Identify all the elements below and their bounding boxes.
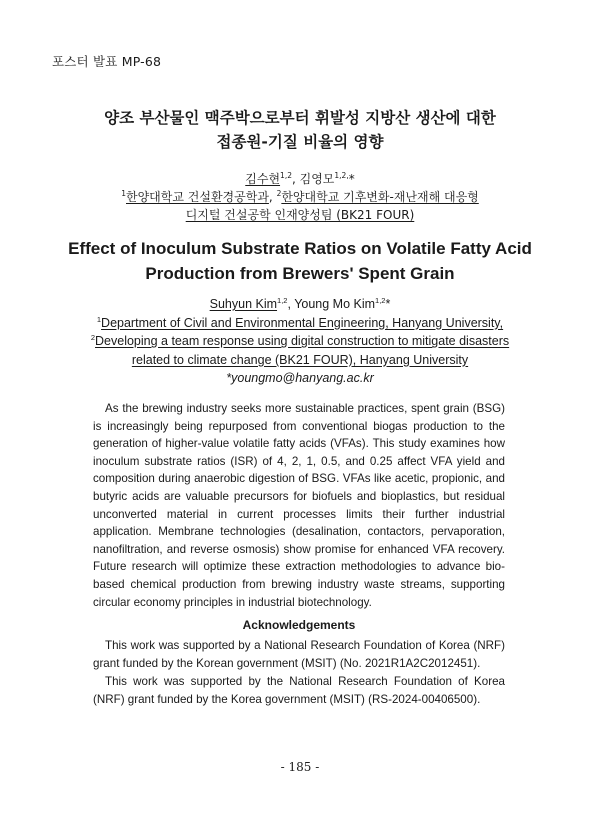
- english-affiliation-1: Department of Civil and Environmental Engineering, Hanyang University,: [101, 315, 504, 330]
- english-affiliation-line-2: [60, 332, 540, 351]
- acknowledgement-paragraph-1: This work was supported by a National Research Foundation of Korea (NRF) grant funded by the Korean government (MSIT) (No. 2021R1A2C2012451).: [93, 639, 505, 670]
- korean-author-2-sup: 1,2,: [334, 171, 349, 180]
- korean-affiliation-line-2: [60, 206, 540, 224]
- english-author-separator: ,: [287, 297, 295, 311]
- korean-authors-block: [60, 170, 540, 224]
- korean-title: [60, 106, 540, 154]
- english-author-1: Suhyun Kim: [209, 297, 278, 311]
- english-author-2: Young Mo Kim: [294, 297, 376, 311]
- korean-corresponding-mark: *: [348, 172, 355, 186]
- korean-title-line-2: 접종원-기질 비율의 영향: [216, 133, 384, 151]
- korean-author-1-sup: 1,2: [280, 171, 292, 180]
- english-authors-block: [60, 295, 540, 388]
- english-affiliation-2-part-2: related to climate change (BK21 FOUR), Hanyang University: [131, 352, 469, 367]
- korean-affiliation-2-part-2: 디지털 건설공학 인재양성팀 (BK21 FOUR): [185, 208, 415, 222]
- korean-author-separator: ,: [291, 172, 300, 186]
- korean-affiliation-2-part-1: 한양대학교 기후변화-재난재해 대응형: [281, 190, 479, 204]
- english-affiliation-2-part-1: Developing a team response using digital construction to mitigate disasters: [95, 334, 510, 348]
- english-title: [60, 236, 540, 286]
- english-title-line-2: Production from Brewers' Spent Grain: [145, 264, 455, 283]
- korean-affil-2-sup: 2: [276, 189, 282, 198]
- korean-title-line-1: 양조 부산물인 맥주박으로부터 휘발성 지방산 생산에 대한: [104, 109, 496, 127]
- korean-affil-1-sup: 1: [121, 189, 126, 198]
- korean-affiliation-1: 한양대학교 건설환경공학과: [126, 190, 269, 204]
- session-tag: 포스터 발표 MP-68: [52, 54, 162, 69]
- acknowledgements-heading: Acknowledgements: [242, 618, 356, 632]
- korean-affiliation-line-1: [60, 188, 540, 206]
- english-affil-1-sup: 1: [96, 314, 102, 324]
- page-number: - 185 -: [280, 760, 320, 774]
- korean-author-line: [60, 170, 540, 188]
- english-corresponding-mark: *: [385, 297, 391, 311]
- english-author-1-sup: 1,2: [277, 295, 288, 305]
- english-author-2-sup: 1,2: [375, 295, 386, 305]
- english-author-line: [60, 295, 540, 314]
- korean-author-1: 김수현: [245, 172, 281, 186]
- english-title-line-1: Effect of Inoculum Substrate Ratios on Volatile Fatty Acid: [68, 239, 532, 258]
- korean-affil-separator: ,: [268, 190, 277, 204]
- korean-author-2: 김영모: [299, 172, 335, 186]
- english-affiliation-line-3: [60, 351, 540, 370]
- abstract-text: As the brewing industry seeks more sustainable practices, spent grain (BSG) is increasingly being repurposed from conventional biogas production to the generation of higher-value volatile fatty acids (VFAs). This study examines how inoculum substrate ratios (ISR) of 4, 2, 1, 0.5, and 0.25 affect VFA yield and composition during anaerobic digestion of BSG. VFAs like acetic, propionic, and butyric acids are valuable precursors for biofuels and bioplastics, but residual unconverted material in current processes limits their further industrial application. Membrane technologies (desalination, contactors, pervaporation, nanofiltration, and reverse osmosis) show promise for enhanced VFA recovery. Future research will optimize these extraction methodologies to advance bio-based chemical production from brewing industry waste streams, supporting circular economy principles in industrial biotechnology.: [93, 402, 505, 609]
- english-affil-2-sup: 2: [90, 332, 96, 342]
- english-affiliation-line-1: [60, 314, 540, 333]
- acknowledgement-paragraph-2: This work was supported by the National Research Foundation of Korea (NRF) grant funded by the Korea government (MSIT) (RS-2024-00406500).: [93, 675, 505, 706]
- corresponding-email: *youngmo@hanyang.ac.kr: [226, 371, 374, 385]
